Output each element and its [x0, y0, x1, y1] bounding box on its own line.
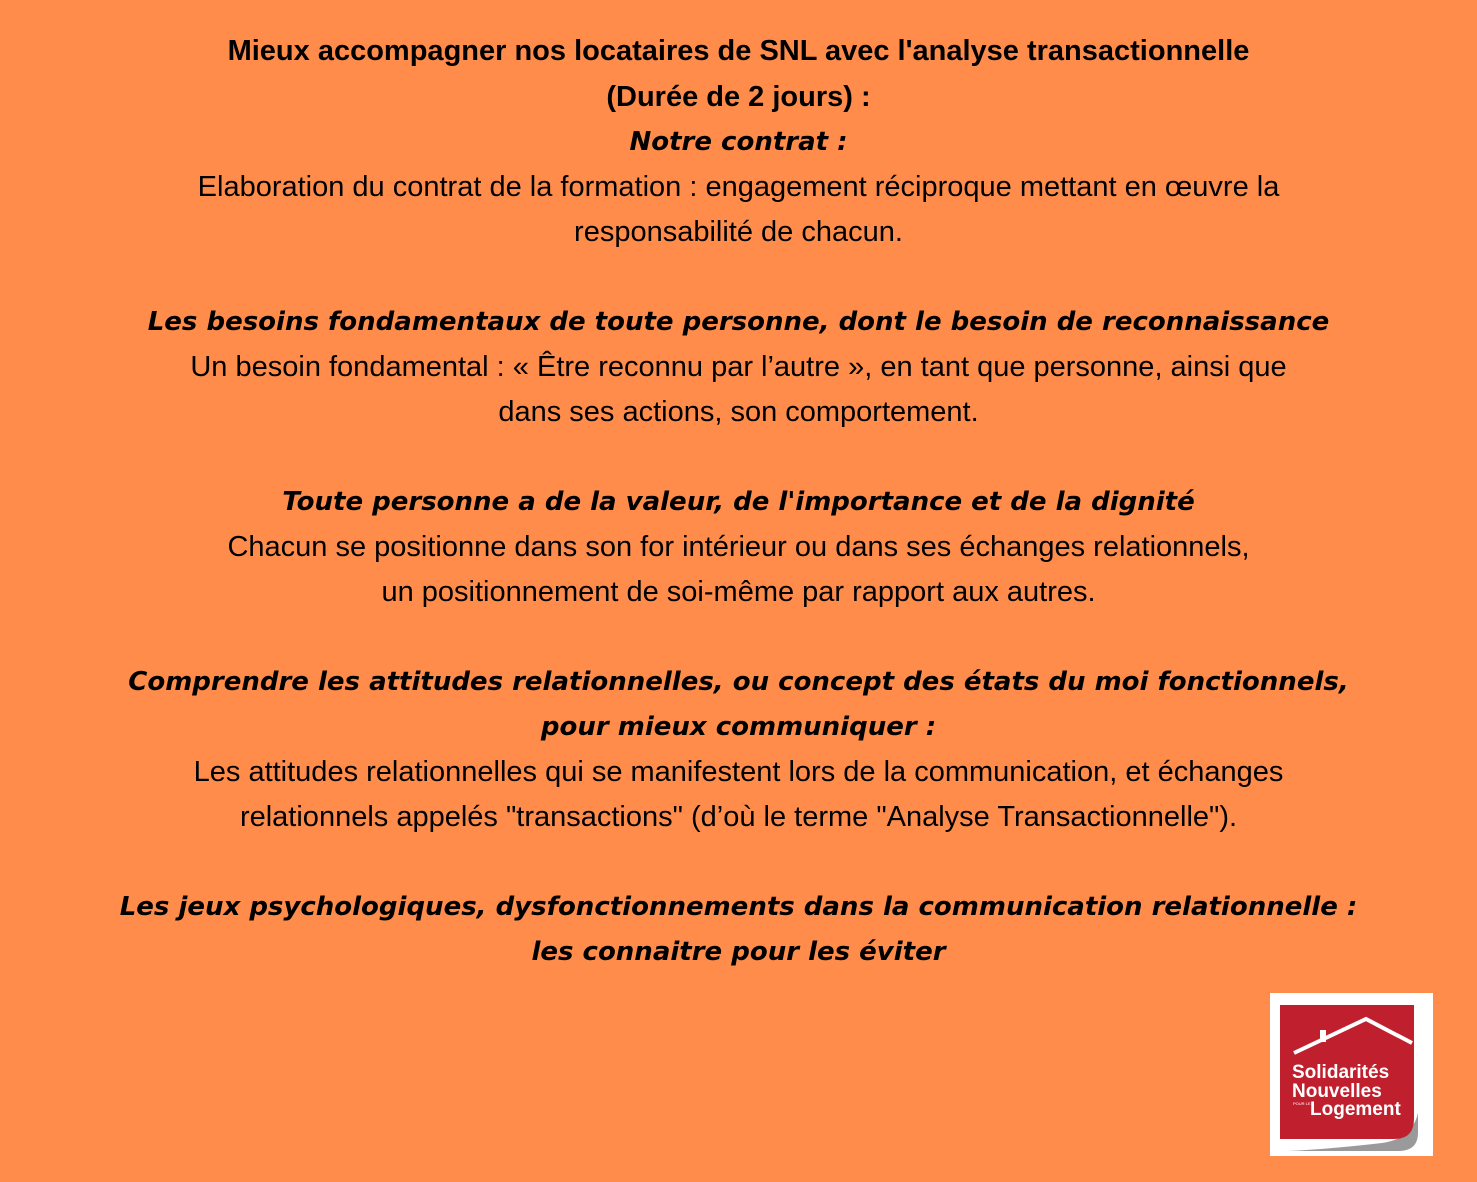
section-heading: pour mieux communiquer :: [540, 712, 937, 742]
chimney-icon: [1320, 1030, 1326, 1042]
section-spacer: [40, 615, 1437, 660]
section-body-line: dans ses actions, son comportement.: [498, 396, 979, 428]
section-heading: les connaitre pour les éviter: [531, 937, 946, 967]
snl-logo: [1270, 993, 1433, 1156]
section-heading: Notre contrat :: [629, 127, 848, 157]
section-heading: Les jeux psychologiques, dysfonctionnements dans la communication relationnelle :: [119, 892, 1358, 922]
section-body-line: Elaboration du contrat de la formation : engagement réciproque mettant en œuvre la: [197, 171, 1280, 203]
section-heading: Toute personne a de la valeur, de l'importance et de la dignité: [282, 487, 1195, 517]
section-body-line: un positionnement de soi-même par rapport aux autres.: [381, 576, 1096, 608]
section-heading: Comprendre les attitudes relationnelles, ou concept des états du moi fonctionnels,: [128, 667, 1349, 697]
logo-text-solidarites: Solidarités: [1292, 1062, 1390, 1083]
section-heading: Les besoins fondamentaux de toute personne, dont le besoin de reconnaissance: [147, 307, 1330, 337]
snl-logo-graphic: [1270, 993, 1433, 1156]
logo-text-nouvelles: Nouvelles: [1292, 1081, 1382, 1102]
document-title-line-2: (Durée de 2 jours) :: [606, 81, 871, 113]
section-spacer: [40, 840, 1437, 885]
section-spacer: [40, 255, 1437, 300]
document-title-line-1: Mieux accompagner nos locataires de SNL avec l'analyse transactionnelle: [227, 35, 1250, 67]
section-body-line: relationnels appelés "transactions" (d’où le terme "Analyse Transactionnelle").: [239, 801, 1238, 833]
section-body-line: responsabilité de chacun.: [574, 216, 903, 248]
section-body-line: Un besoin fondamental : « Être reconnu par l’autre », en tant que personne, ainsi que: [190, 351, 1287, 383]
document-content: [40, 28, 1437, 975]
section-body-line: Les attitudes relationnelles qui se manifestent lors de la communication, et échanges: [193, 756, 1284, 788]
section-spacer: [40, 435, 1437, 480]
logo-text-logement: Logement: [1310, 1099, 1401, 1120]
logo-text-pour-le: POUR LE: [1293, 1101, 1311, 1106]
section-body-line: Chacun se positionne dans son for intérieur ou dans ses échanges relationnels,: [227, 531, 1250, 563]
